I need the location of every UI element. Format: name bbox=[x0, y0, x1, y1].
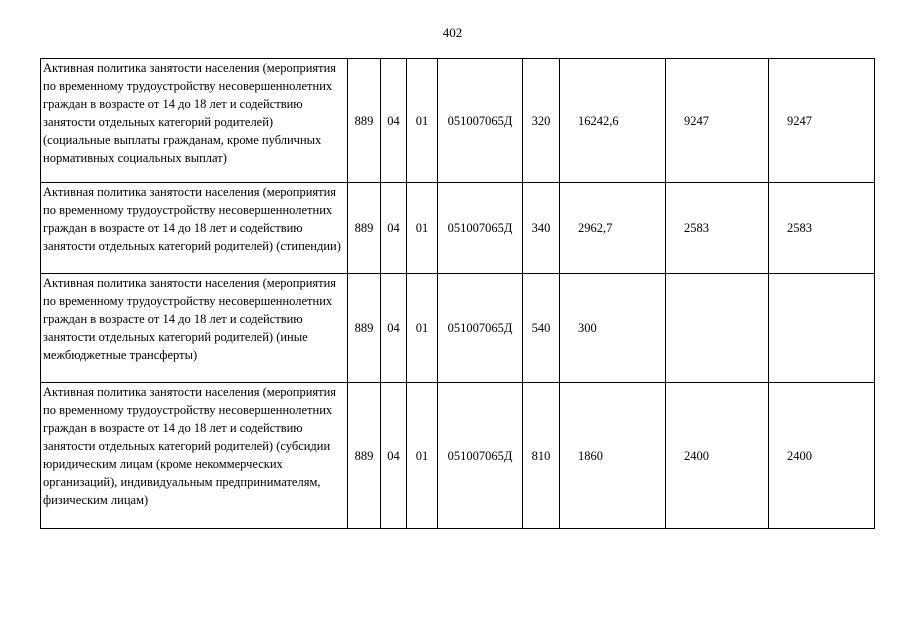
page-number: 402 bbox=[442, 25, 463, 40]
target-code: 051007065Д bbox=[438, 383, 523, 529]
expense-type-code: 320 bbox=[523, 59, 560, 183]
subsection-code: 01 bbox=[407, 274, 438, 383]
amount-year-3: 2583 bbox=[769, 183, 875, 274]
section-code: 04 bbox=[381, 59, 407, 183]
ministry-code: 889 bbox=[348, 183, 381, 274]
table-row bbox=[41, 183, 875, 274]
amount-year-3: 2400 bbox=[769, 383, 875, 529]
target-code: 051007065Д bbox=[438, 183, 523, 274]
expense-type-code: 810 bbox=[523, 383, 560, 529]
subsection-code: 01 bbox=[407, 383, 438, 529]
amount-year-1: 300 bbox=[560, 274, 666, 383]
amount-year-3: 9247 bbox=[769, 59, 875, 183]
row-description: Активная политика занятости населения (мероприятия по временному трудоустройству несовершеннолетних граждан в возрасте от 14 до 18 лет и содействию занятости отдельных категорий родителей) (социальные выплаты гражданам, кроме публичных нормативных социальных выплат) bbox=[41, 59, 348, 183]
amount-year-1: 1860 bbox=[560, 383, 666, 529]
target-code: 051007065Д bbox=[438, 59, 523, 183]
subsection-code: 01 bbox=[407, 183, 438, 274]
expense-type-code: 540 bbox=[523, 274, 560, 383]
ministry-code: 889 bbox=[348, 274, 381, 383]
ministry-code: 889 bbox=[348, 383, 381, 529]
amount-year-3 bbox=[769, 274, 875, 383]
section-code: 04 bbox=[381, 183, 407, 274]
subsection-code: 01 bbox=[407, 59, 438, 183]
row-description: Активная политика занятости населения (мероприятия по временному трудоустройству несовершеннолетних граждан в возрасте от 14 до 18 лет и содействию занятости отдельных категорий родителей) (субсидии юридическим лицам (кроме некоммерческих организаций), индивидуальным предпринимателям, физическим лицам) bbox=[41, 383, 348, 529]
section-code: 04 bbox=[381, 274, 407, 383]
amount-year-1: 2962,7 bbox=[560, 183, 666, 274]
amount-year-1: 16242,6 bbox=[560, 59, 666, 183]
row-description: Активная политика занятости населения (мероприятия по временному трудоустройству несовершеннолетних граждан в возрасте от 14 до 18 лет и содействию занятости отдельных категорий родителей) (иные межбюджетные трансферты) bbox=[41, 274, 348, 383]
table-row bbox=[41, 59, 875, 183]
table-row bbox=[41, 274, 875, 383]
budget-table bbox=[40, 58, 875, 529]
ministry-code: 889 bbox=[348, 59, 381, 183]
target-code: 051007065Д bbox=[438, 274, 523, 383]
amount-year-2: 9247 bbox=[666, 59, 769, 183]
amount-year-2 bbox=[666, 274, 769, 383]
table-row bbox=[41, 383, 875, 529]
expense-type-code: 340 bbox=[523, 183, 560, 274]
amount-year-2: 2583 bbox=[666, 183, 769, 274]
section-code: 04 bbox=[381, 383, 407, 529]
amount-year-2: 2400 bbox=[666, 383, 769, 529]
row-description: Активная политика занятости населения (мероприятия по временному трудоустройству несовершеннолетних граждан в возрасте от 14 до 18 лет и содействию занятости отдельных категорий родителей) (стипендии) bbox=[41, 183, 348, 274]
